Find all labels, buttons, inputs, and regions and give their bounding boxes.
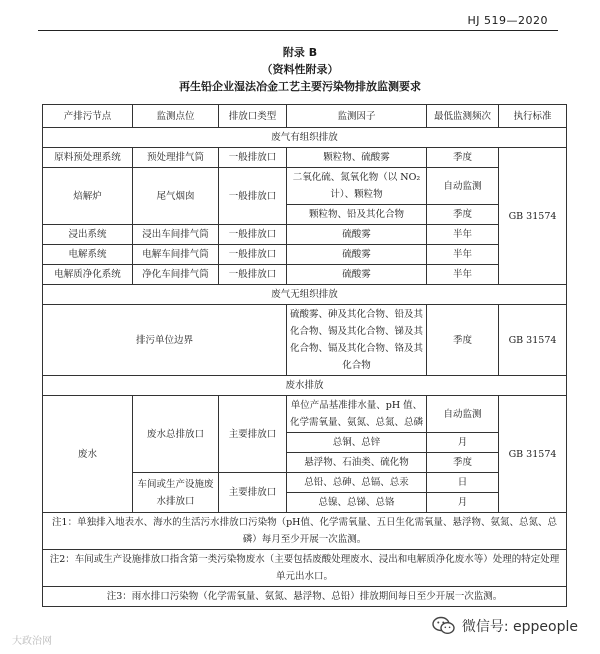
cell-frequency: 季度 [427, 305, 499, 376]
note-row [43, 513, 567, 550]
section-title-organized-gas: 废气有组织排放 [43, 128, 567, 148]
cell-factor: 二氧化硫、氮氧化物（以 NO₂ 计）、颗粒物 [287, 168, 427, 205]
col-header-point: 监测点位 [133, 105, 219, 128]
cell-factor: 总镍、总锑、总铬 [287, 493, 427, 513]
cell-factor: 总铜、总锌 [287, 433, 427, 453]
cell-factor: 硫酸雾 [287, 225, 427, 245]
cell-point: 净化车间排气筒 [133, 265, 219, 285]
cell-frequency: 自动监测 [427, 396, 499, 433]
appendix-nature: （资料性附录） [261, 63, 339, 76]
col-header-standard: 执行标准 [499, 105, 567, 128]
cell-type: 一般排放口 [219, 225, 287, 245]
note-3: 注3：雨水排口污染物（化学需氧量、氨氮、悬浮物、总铅）排放期间每日至少开展一次监测。 [43, 587, 567, 607]
wechat-icon [432, 616, 456, 636]
cell-point: 预处理排气筒 [133, 148, 219, 168]
table-row [43, 245, 567, 265]
cell-type: 一般排放口 [219, 168, 287, 225]
cell-frequency: 自动监测 [427, 168, 499, 205]
cell-factor: 单位产品基准排水量、pH 值、化学需氧量、氨氮、总氮、总磷 [287, 396, 427, 433]
section-title-fugitive-gas: 废气无组织排放 [43, 285, 567, 305]
cell-frequency: 日 [427, 473, 499, 493]
cell-type: 一般排放口 [219, 148, 287, 168]
col-header-frequency: 最低监测频次 [427, 105, 499, 128]
cell-frequency: 半年 [427, 265, 499, 285]
watermark-text: 大政治网 [12, 636, 52, 647]
section-row [43, 285, 567, 305]
section-row [43, 128, 567, 148]
cell-standard: GB 31574 [499, 148, 567, 285]
cell-type: 主要排放口 [219, 396, 287, 473]
cell-factor: 颗粒物、铅及其化合物 [287, 205, 427, 225]
cell-type: 一般排放口 [219, 265, 287, 285]
cell-frequency: 月 [427, 493, 499, 513]
cell-point: 浸出车间排气筒 [133, 225, 219, 245]
cell-point: 电解车间排气筒 [133, 245, 219, 265]
table-title: 再生铅企业湿法冶金工艺主要污染物排放监测要求 [179, 80, 421, 93]
wechat-id: 微信号: eppeople [461, 619, 578, 635]
cell-type: 主要排放口 [219, 473, 287, 513]
cell-frequency: 半年 [427, 245, 499, 265]
cell-node: 废水 [43, 396, 133, 513]
cell-factor: 硫酸雾、砷及其化合物、铅及其化合物、锡及其化合物、锑及其化合物、镉及其化合物、铬及其化合物 [287, 305, 427, 376]
col-header-outlet-type: 排放口类型 [219, 105, 287, 128]
col-header-factor: 监测因子 [287, 105, 427, 128]
cell-node: 焙解炉 [43, 168, 133, 225]
table-row [43, 265, 567, 285]
cell-frequency: 月 [427, 433, 499, 453]
cell-factor: 硫酸雾 [287, 245, 427, 265]
cell-node: 原料预处理系统 [43, 148, 133, 168]
cell-standard: GB 31574 [499, 396, 567, 513]
cell-node: 浸出系统 [43, 225, 133, 245]
appendix-label: 附录 B [282, 46, 318, 59]
note-row [43, 587, 567, 607]
cell-standard: GB 31574 [499, 305, 567, 376]
cell-frequency: 季度 [427, 205, 499, 225]
appendix-title-block [0, 44, 600, 95]
cell-factor: 颗粒物、硫酸雾 [287, 148, 427, 168]
cell-point: 车间或生产设施废水排放口 [133, 473, 219, 513]
cell-point: 尾气烟囱 [133, 168, 219, 225]
note-row [43, 550, 567, 587]
monitoring-requirements-table [42, 104, 567, 607]
cell-factor: 总铅、总砷、总镉、总汞 [287, 473, 427, 493]
standard-code: HJ 519—2020 [467, 14, 548, 27]
cell-node: 电解质净化系统 [43, 265, 133, 285]
cell-frequency: 季度 [427, 453, 499, 473]
cell-point: 废水总排放口 [133, 396, 219, 473]
table-row [43, 305, 567, 376]
table-row [43, 148, 567, 168]
table-row [43, 225, 567, 245]
col-header-node: 产排污节点 [43, 105, 133, 128]
cell-factor: 硫酸雾 [287, 265, 427, 285]
note-2: 注2：车间或生产设施排放口指含第一类污染物废水（主要包括废酸处理废水、浸出和电解质净化废水等）处理的特定处理单元出水口。 [43, 550, 567, 587]
table-row [43, 168, 567, 205]
table-row [43, 396, 567, 433]
cell-frequency: 季度 [427, 148, 499, 168]
section-row [43, 376, 567, 396]
cell-frequency: 半年 [427, 225, 499, 245]
header-rule [38, 30, 558, 31]
cell-node: 电解系统 [43, 245, 133, 265]
cell-node: 排污单位边界 [43, 305, 287, 376]
header-row [43, 105, 567, 128]
cell-type: 一般排放口 [219, 245, 287, 265]
wechat-watermark [432, 616, 578, 636]
section-title-wastewater: 废水排放 [43, 376, 567, 396]
cell-factor: 悬浮物、石油类、硫化物 [287, 453, 427, 473]
note-1: 注1：单独排入地表水、海水的生活污水排放口污染物（pH值、化学需氧量、五日生化需氧量、悬浮物、氨氮、总氮、总磷）每月至少开展一次监测。 [43, 513, 567, 550]
